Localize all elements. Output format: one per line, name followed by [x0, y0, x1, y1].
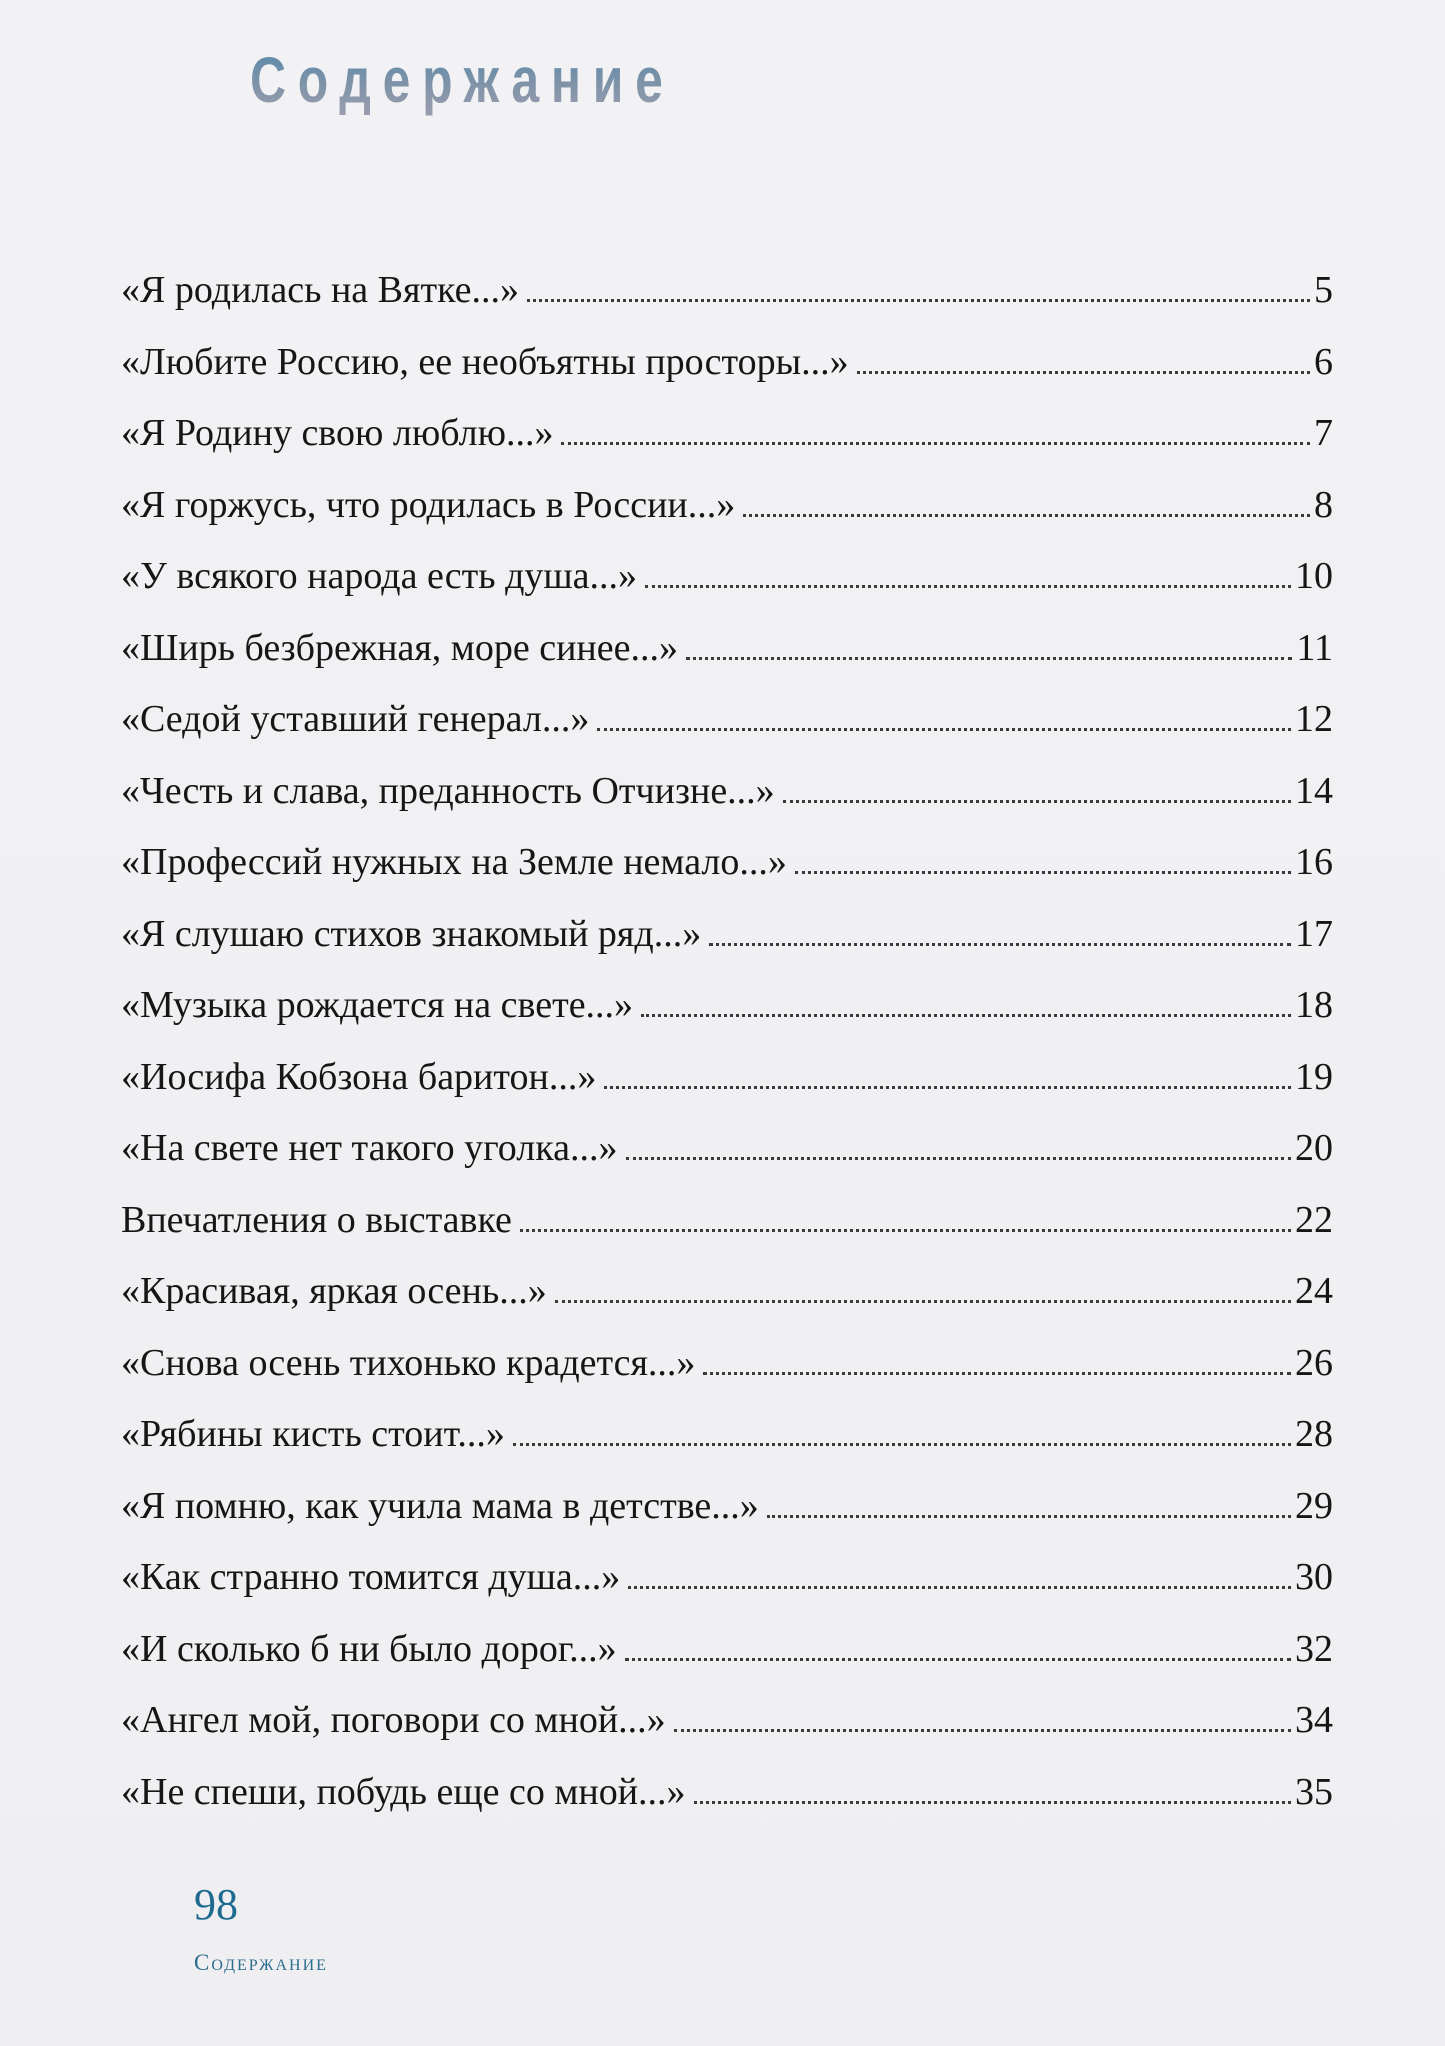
toc-entry-title: «Я слушаю стихов знакомый ряд...»	[121, 912, 702, 955]
toc-entry	[121, 1185, 1333, 1257]
toc-entry-page: 26	[1295, 1341, 1333, 1384]
toc-dot-leader	[628, 1586, 1291, 1589]
toc-entry-title: «Седой уставший генерал...»	[121, 698, 590, 740]
toc-entry	[121, 541, 1333, 613]
toc-entry	[121, 327, 1333, 399]
toc-dot-leader	[795, 871, 1291, 874]
toc-entry	[121, 1542, 1333, 1614]
toc-dot-leader	[686, 657, 1292, 660]
toc-entry-title: «Ширь безбрежная, море синее...»	[121, 626, 678, 669]
toc-entry-title: «Честь и слава, преданность Отчизне...»	[121, 769, 775, 812]
toc-entry	[121, 1113, 1333, 1185]
toc-entry-title: «У всякого народа есть душа...»	[121, 555, 638, 597]
toc-entry	[121, 1685, 1333, 1757]
toc-entry-page: 19	[1295, 1055, 1333, 1098]
toc-entry-page: 22	[1295, 1198, 1333, 1241]
toc-entry	[121, 970, 1333, 1042]
toc-entry-page: 5	[1314, 269, 1333, 311]
toc-dot-leader	[709, 943, 1291, 946]
toc-entry	[121, 1256, 1333, 1328]
toc-entry-title: «Профессий нужных на Земле немало...»	[121, 841, 787, 883]
toc-entry-title: «Не спеши, побудь еще со мной...»	[121, 1770, 686, 1813]
toc-entry	[121, 1471, 1333, 1543]
toc-entry-title: «Рябины кисть стоит...»	[121, 1413, 505, 1455]
toc-dot-leader	[555, 1300, 1291, 1303]
toc-dot-leader	[626, 1157, 1291, 1160]
toc-entry	[121, 1328, 1333, 1400]
toc-entry-page: 16	[1295, 841, 1333, 883]
toc-entry-page: 7	[1314, 412, 1333, 454]
toc-entry-page: 6	[1314, 340, 1333, 383]
toc-entry-page: 28	[1295, 1413, 1333, 1455]
toc-dot-leader	[674, 1729, 1291, 1732]
toc-entry-title: «Я Родину свою люблю...»	[121, 412, 554, 454]
toc-dot-leader	[527, 299, 1310, 302]
toc-dot-leader	[694, 1801, 1291, 1804]
toc-entry-page: 14	[1295, 769, 1333, 812]
page-title: Содержание	[250, 40, 675, 120]
toc-entry-page: 30	[1295, 1556, 1333, 1598]
toc-dot-leader	[520, 1229, 1291, 1232]
toc-entry	[121, 899, 1333, 971]
toc-dot-leader	[597, 728, 1291, 731]
toc-entry-title: «Красивая, яркая осень...»	[121, 1270, 547, 1312]
toc-dot-leader	[645, 585, 1291, 588]
toc-entry-title: «Любите Россию, ее необъятны просторы...»	[121, 340, 849, 383]
toc-dot-leader	[703, 1372, 1291, 1375]
toc-entry-title: «Я помню, как учила мама в детстве...»	[121, 1484, 759, 1527]
toc-dot-leader	[625, 1658, 1291, 1661]
toc-entry-page: 20	[1295, 1127, 1333, 1169]
toc-entry	[121, 756, 1333, 828]
toc-entry-page: 11	[1296, 626, 1333, 669]
toc-entry-page: 8	[1314, 483, 1333, 526]
toc-dot-leader	[857, 371, 1310, 374]
toc-entry-page: 34	[1295, 1699, 1333, 1741]
toc-entry	[121, 1042, 1333, 1114]
toc-entry-title: «На свете нет такого уголка...»	[121, 1127, 618, 1169]
toc-entry	[121, 1757, 1333, 1829]
toc-entry-title: «Снова осень тихонько крадется...»	[121, 1341, 696, 1384]
toc-entry-title: «Ангел мой, поговори со мной...»	[121, 1699, 666, 1741]
page-number: 98	[194, 1880, 238, 1929]
toc-entry-page: 18	[1295, 984, 1333, 1026]
toc-entry-page: 32	[1295, 1627, 1333, 1670]
toc-entry-title: «Иосифа Кобзона баритон...»	[121, 1055, 597, 1098]
toc-entry-page: 35	[1295, 1770, 1333, 1813]
toc-dot-leader	[604, 1086, 1291, 1089]
toc-entry-page: 24	[1295, 1270, 1333, 1312]
toc-entry-page: 29	[1295, 1484, 1333, 1527]
toc-entry-page: 10	[1295, 555, 1333, 597]
table-of-contents	[121, 255, 1333, 1828]
toc-dot-leader	[743, 514, 1310, 517]
toc-entry-page: 17	[1295, 912, 1333, 955]
toc-entry	[121, 684, 1333, 756]
toc-entry	[121, 470, 1333, 542]
toc-entry-title: Впечатления о выставке	[121, 1198, 512, 1241]
toc-dot-leader	[561, 442, 1310, 445]
toc-entry	[121, 1614, 1333, 1686]
toc-entry	[121, 827, 1333, 899]
toc-entry	[121, 255, 1333, 327]
toc-dot-leader	[767, 1515, 1291, 1518]
toc-entry-title: «Музыка рождается на свете...»	[121, 984, 634, 1026]
toc-entry	[121, 398, 1333, 470]
toc-entry-title: «Как странно томится душа...»	[121, 1556, 621, 1598]
toc-entry	[121, 1399, 1333, 1471]
toc-dot-leader	[641, 1014, 1291, 1017]
toc-entry-title: «Я родилась на Вятке...»	[121, 269, 519, 311]
toc-entry-page: 12	[1295, 698, 1333, 740]
toc-entry-title: «И сколько б ни было дорог...»	[121, 1627, 617, 1670]
toc-entry-title: «Я горжусь, что родилась в России...»	[121, 483, 736, 526]
toc-entry	[121, 613, 1333, 685]
toc-dot-leader	[783, 800, 1291, 803]
running-head: Содержание	[194, 1950, 328, 1975]
toc-dot-leader	[513, 1443, 1291, 1446]
